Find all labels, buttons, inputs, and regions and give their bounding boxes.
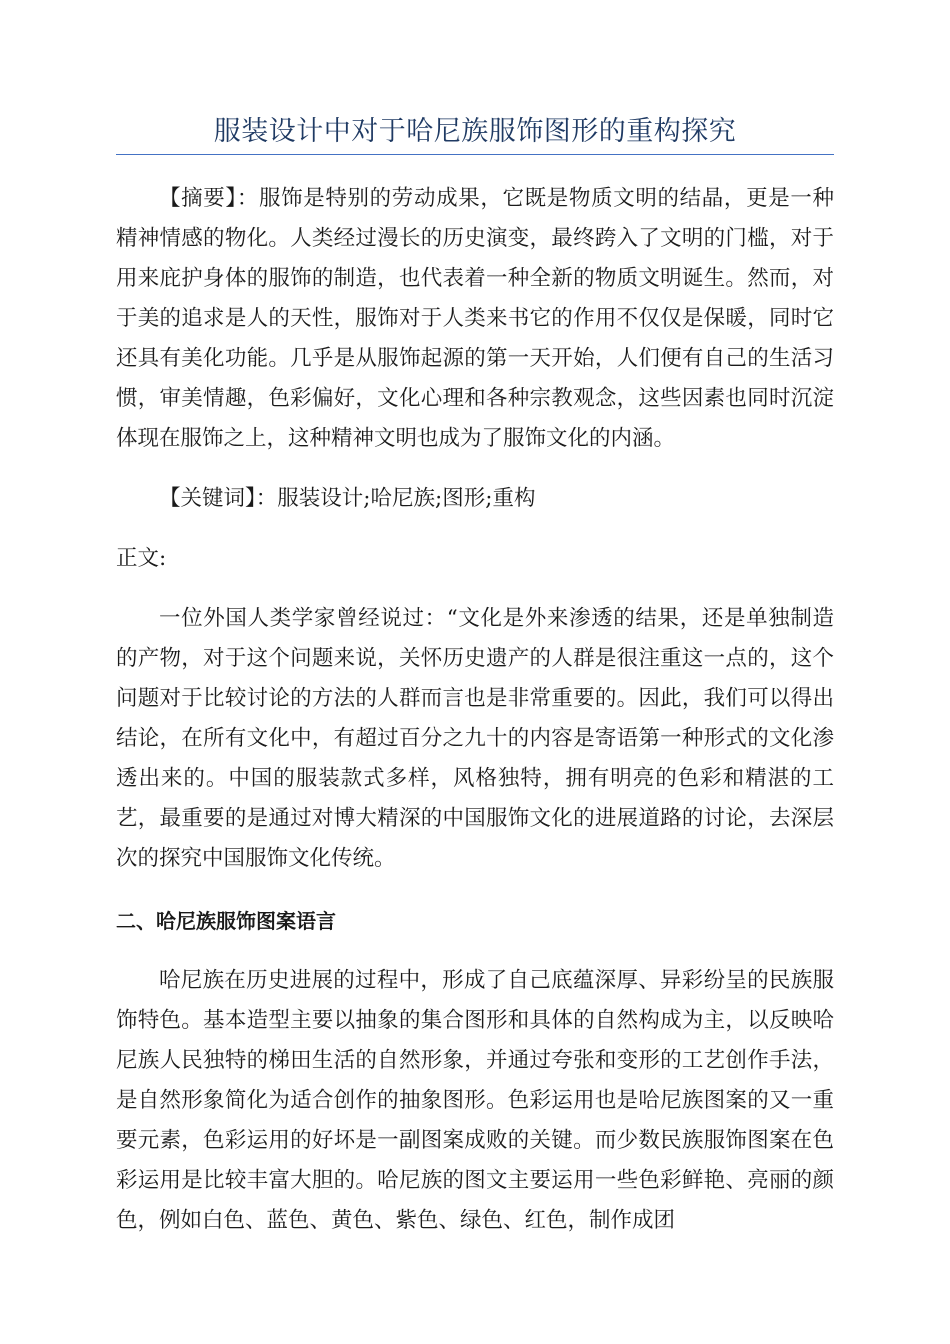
body-label: 正文: <box>116 546 167 571</box>
abstract-paragraph: 【摘要】：服饰是特别的劳动成果，它既是物质文明的结晶，更是一种精神情感的物化。人类经过漫长的历史演变，最终跨入了文明的门槛，对于用来庇护身体的服饰的制造，也代表着一种全新的物质文明诞生。然而，对于美的追求是人的天性，服饰对于人类来书它的作用不仅仅是保暖，同时它还具有美化功能。几乎是从服饰起源的第一天开始，人们便有自己的生活习惯，审美情趣，色彩偏好，文化心理和各种宗教观念，这些因素也同时沉淀体现在服饰之上，这种精神文明也成为了服饰文化的内涵。 <box>116 186 834 451</box>
document-title: 服装设计中对于哈尼族服饰图形的重构探究 <box>213 116 737 147</box>
body-paragraph: 一位外国人类学家曾经说过：“文化是外来渗透的结果，还是单独制造的产物，对于这个问题来说，关怀历史遗产的人群是很注重这一点的，这个问题对于比较讨论的方法的人群而言也是非常重要的。因此，我们可以得出结论，在所有文化中，有超过百分之九十的内容是寄语第一种形式的文化渗透出来的。中国的服装款式多样，风格独特，拥有明亮的色彩和精湛的工艺，最重要的是通过对博大精深的中国服饰文化的进展道路的讨论，去深层次的探究中国服饰文化传统。 <box>116 606 834 871</box>
document-page <box>116 0 834 1241</box>
section-heading: 二、哈尼族服饰图案语言 <box>116 909 336 933</box>
keywords-line: 【关键词】：服装设计;哈尼族;图形;重构 <box>159 486 536 511</box>
section-paragraph: 哈尼族在历史进展的过程中，形成了自己底蕴深厚、异彩纷呈的民族服饰特色。基本造型主要以抽象的集合图形和具体的自然构成为主，以反映哈尼族人民独特的梯田生活的自然形象，并通过夸张和变形的工艺创作手法，是自然形象简化为适合创作的抽象图形。色彩运用也是哈尼族图案的又一重要元素，色彩运用的好坏是一副图案成败的关键。而少数民族服饰图案在色彩运用是比较丰富大胆的。哈尼族的图文主要运用一些色彩鲜艳、亮丽的颜色，例如白色、蓝色、黄色、紫色、绿色、红色，制作成团 <box>116 968 834 1233</box>
title-underline <box>116 154 834 155</box>
